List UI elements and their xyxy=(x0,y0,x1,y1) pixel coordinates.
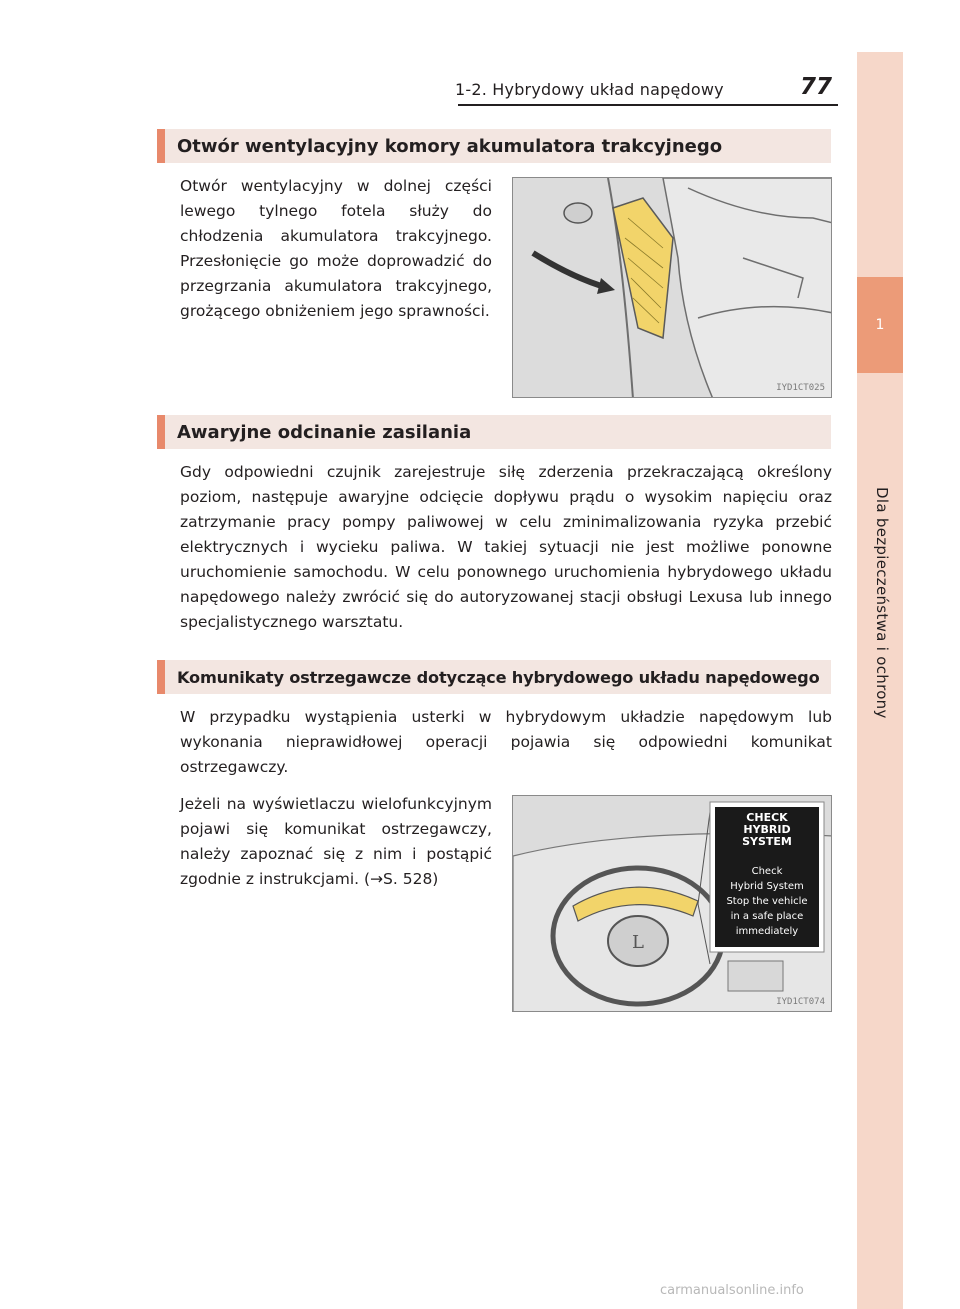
section-heading-vent: Otwór wentylacyjny komory akumulatora trakcyjnego xyxy=(157,129,831,163)
figure-id: IYD1CT025 xyxy=(776,383,825,393)
section-heading-warnings: Komunikaty ostrzegawcze dotyczące hybrydowego układu napędowego xyxy=(157,660,831,694)
warning-display-bottom: Check Hybrid System Stop the vehicle in a safe place immediately xyxy=(726,866,808,937)
chapter-title: Dla bezpieczeństwa i ochrony xyxy=(873,486,891,719)
warning-display-top: CHECK HYBRID SYSTEM xyxy=(742,811,792,848)
header-rule xyxy=(458,104,838,106)
chapter-number: 1 xyxy=(857,277,903,373)
watermark: carmanualsonline.info xyxy=(660,1283,804,1298)
rear-seat-illustration xyxy=(513,178,832,398)
svg-text:L: L xyxy=(632,932,644,953)
section-text-warnings-instructions: Jeżeli na wyświetlaczu wielofunkcyjnym pojawi się komunikat ostrzegawczy, należy zapoznać się z nim i postąpić zgodnie z instrukcjami. (→S. 528) xyxy=(180,795,492,888)
section-text-warnings: W przypadku wystąpienia usterki w hybrydowym układzie napędowym lub wykonania nieprawidłowej operacji pojawia się odpowiedni komunikat ostrzegawczy. xyxy=(180,708,832,776)
running-header: 1-2. Hybrydowy układ napędowy xyxy=(455,80,724,99)
section-text-emergency: Gdy odpowiedni czujnik zarejestruje siłę zderzenia przekraczającą określony poziom, następuje awaryjne odcięcie dopływu prądu o wysokim napięciu oraz zatrzymanie pracy pompy paliwowej w celu zminimalizowania ryzyka przebić elektrycznych i wycieku paliwa. W takiej sytuacji nie jest możliwe ponowne uruchomienie samochodu. W celu ponownego uruchomienia hybrydowego układu napędowego należy zwrócić się do autoryzowanej stacji obsługi Lexusa lub innego specjalistycznego warsztatu. xyxy=(180,463,832,631)
section-heading-emergency: Awaryjne odcinanie zasilania xyxy=(157,415,831,449)
section-text-vent: Otwór wentylacyjny w dolnej części lewego tylnego fotela służy do chłodzenia akumulatora trakcyjnego. Przesłonięcie go może doprowadzić do przegrzania akumulatora trakcyjnego, grożącego obniżeniem jego sprawności. xyxy=(180,177,492,320)
figure-id: IYD1CT074 xyxy=(776,997,825,1007)
page-number: 77 xyxy=(800,74,833,100)
figure-dashboard-warning xyxy=(512,795,832,1012)
figure-rear-seat-vent xyxy=(512,177,832,398)
